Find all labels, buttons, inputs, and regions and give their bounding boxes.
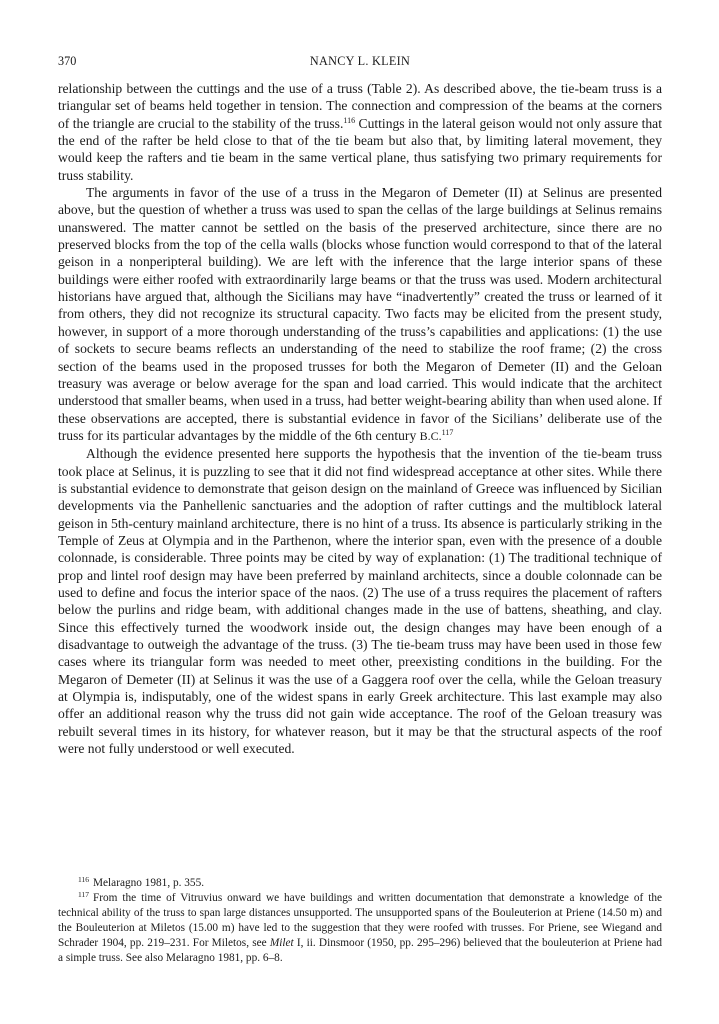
paragraph-3: Although the evidence presented here supports the hypothesis that the invention of the tie-beam truss took place at Selinus, it is puzzling to see that it did not find widespread acceptance at other sites. While there is substantial evidence to demonstrate that geison design on the mainland of Greece was influenced by Sicilian developments via the Panhellenic sanctuaries and the adoption of rafter cuttings and the multiblock lateral geison in 5th-century mainland architecture, there is no hint of a truss. Its absence is particularly striking in the Temple of Zeus at Olympia and in the Parthenon, where the interior span, even with the presence of a double colonnade, is considerable. Three points may be cited by way of explanation: (1) The traditional technique of prop and lintel roof design may have been preferred by mainland architects, since a double colonnade can be used to define and focus the interior space of the naos. (2) The use of a truss requires the placement of rafters below the purlins and ridge beam, with additional changes made in the use of battens, sheathing, and clay. Since this effectively turned the woodwork inside out, the design changes may have been enough of a disadvantage to outweigh the advantage of the truss. (3) The tie-beam truss may have been used in those few cases where its triangular form was needed to meet other, preexisting conditions in the building. For the Megaron of Demeter (II) at Selinus it was the use of a Gaggera roof over the cella, while the Geloan treasury at Olympia is, indisputably, one of the widest spans in early Greek architecture. This last example may also offer an additional reason why the truss did not gain wide acceptance. The roof of the Geloan treasury was rebuilt several times in its history, for whatever reason, but it may be that the structural aspects of the roof were not fully understood or well executed. <box>58 446 662 757</box>
paragraph-2-text: The arguments in favor of the use of a truss in the Megaron of Demeter (II) at Selinus are presented above, but the question of whether a truss was used to span the cellas of the large buildings at Selinus remains unanswered. The matter cannot be settled on the basis of the preserved architecture, since there are no preserved blocks from the top of the cella walls (blocks whose function would correspond to that of the lateral geison in a nonperipteral building). We are left with the inference that the large interior spans of these buildings were either roofed with extraordinarily large beams or that the truss was used. Modern architectural historians have argued that, although the Sicilians may have “inadvertently” created the truss or learned of it from others, they did not recognize its structural capacity. Two facts may be elicited from the present study, however, in support of a more thorough understanding of the truss’s capabilities and applications: (1) the use of sockets to secure beams reflects an understanding of the need to stabilize the roof frame; (2) the cross section of the beams used in the proposed trusses for both the Megaron of Demeter (II) and the Geloan treasury was average or below average for the span and load carried. This would indicate that the architect understood that smaller beams, when used in a truss, had better weight-bearing ability than when used alone. If these observations are accepted, there is substantial evidence in favor of the Sicilians’ deliberate use of the truss for its particular advantages by the middle of the 6th century <box>58 185 662 443</box>
footnote-116-number: 116 <box>78 875 89 884</box>
era-abbreviation: B.C. <box>419 428 442 443</box>
paragraph-1 <box>58 80 662 184</box>
running-head: NANCY L. KLEIN <box>309 54 411 68</box>
page-number: 370 <box>58 54 77 68</box>
footnote-117-text-b: I, ii. Dinsmoor (1950, pp. 295–296) believed that the bouleuterion at Priene had a simple truss. See also Melaragno 1981, pp. 6–8. <box>58 937 663 965</box>
footnote-117-italic-title: Milet <box>269 937 294 950</box>
paragraph-1-text-a: relationship between the cuttings and the use of a truss (Table 2). As described above, the tie-beam truss is a triangular set of beams held together in tension. The connection and compression of the beams at the corners of the triangle are crucial to the stability of the truss. <box>58 81 662 131</box>
page-header <box>58 54 662 74</box>
paragraph-1-text-b: Cuttings in the lateral geison would not only assure that the end of the rafter be held close to that of the tie beam but also that, by limiting lateral movement, they would keep the rafters and tie beam in the same vertical plane, thus satisfying two primary requirements for truss stability. <box>58 115 662 183</box>
footnote-117-number: 117 <box>78 890 89 900</box>
footnote-ref-116[interactable]: 116 <box>343 115 356 125</box>
footnote-ref-117[interactable]: 117 <box>441 427 454 437</box>
footnote-117-text-a: From the time of Vitruvius onward we have buildings and written documentation that demonstrate a knowledge of the technical ability of the truss to span large distances unsupported. The unsupported spans of the Bouleuterion at Priene (14.50 m) and the Bouleuterion at Miletos (15.00 m) have led to the suggestion that they were roofed with trusses. For Priene, see Wiegand and Schrader 1904, pp. 219–231. For Miletos, see <box>58 892 662 950</box>
footnote-116-text: Melaragno 1981, p. 355. <box>92 877 205 889</box>
footnote-116 <box>58 876 662 891</box>
footnote-117 <box>58 891 662 966</box>
footnotes <box>58 876 662 967</box>
main-text <box>58 80 662 757</box>
paragraph-2 <box>58 184 662 445</box>
